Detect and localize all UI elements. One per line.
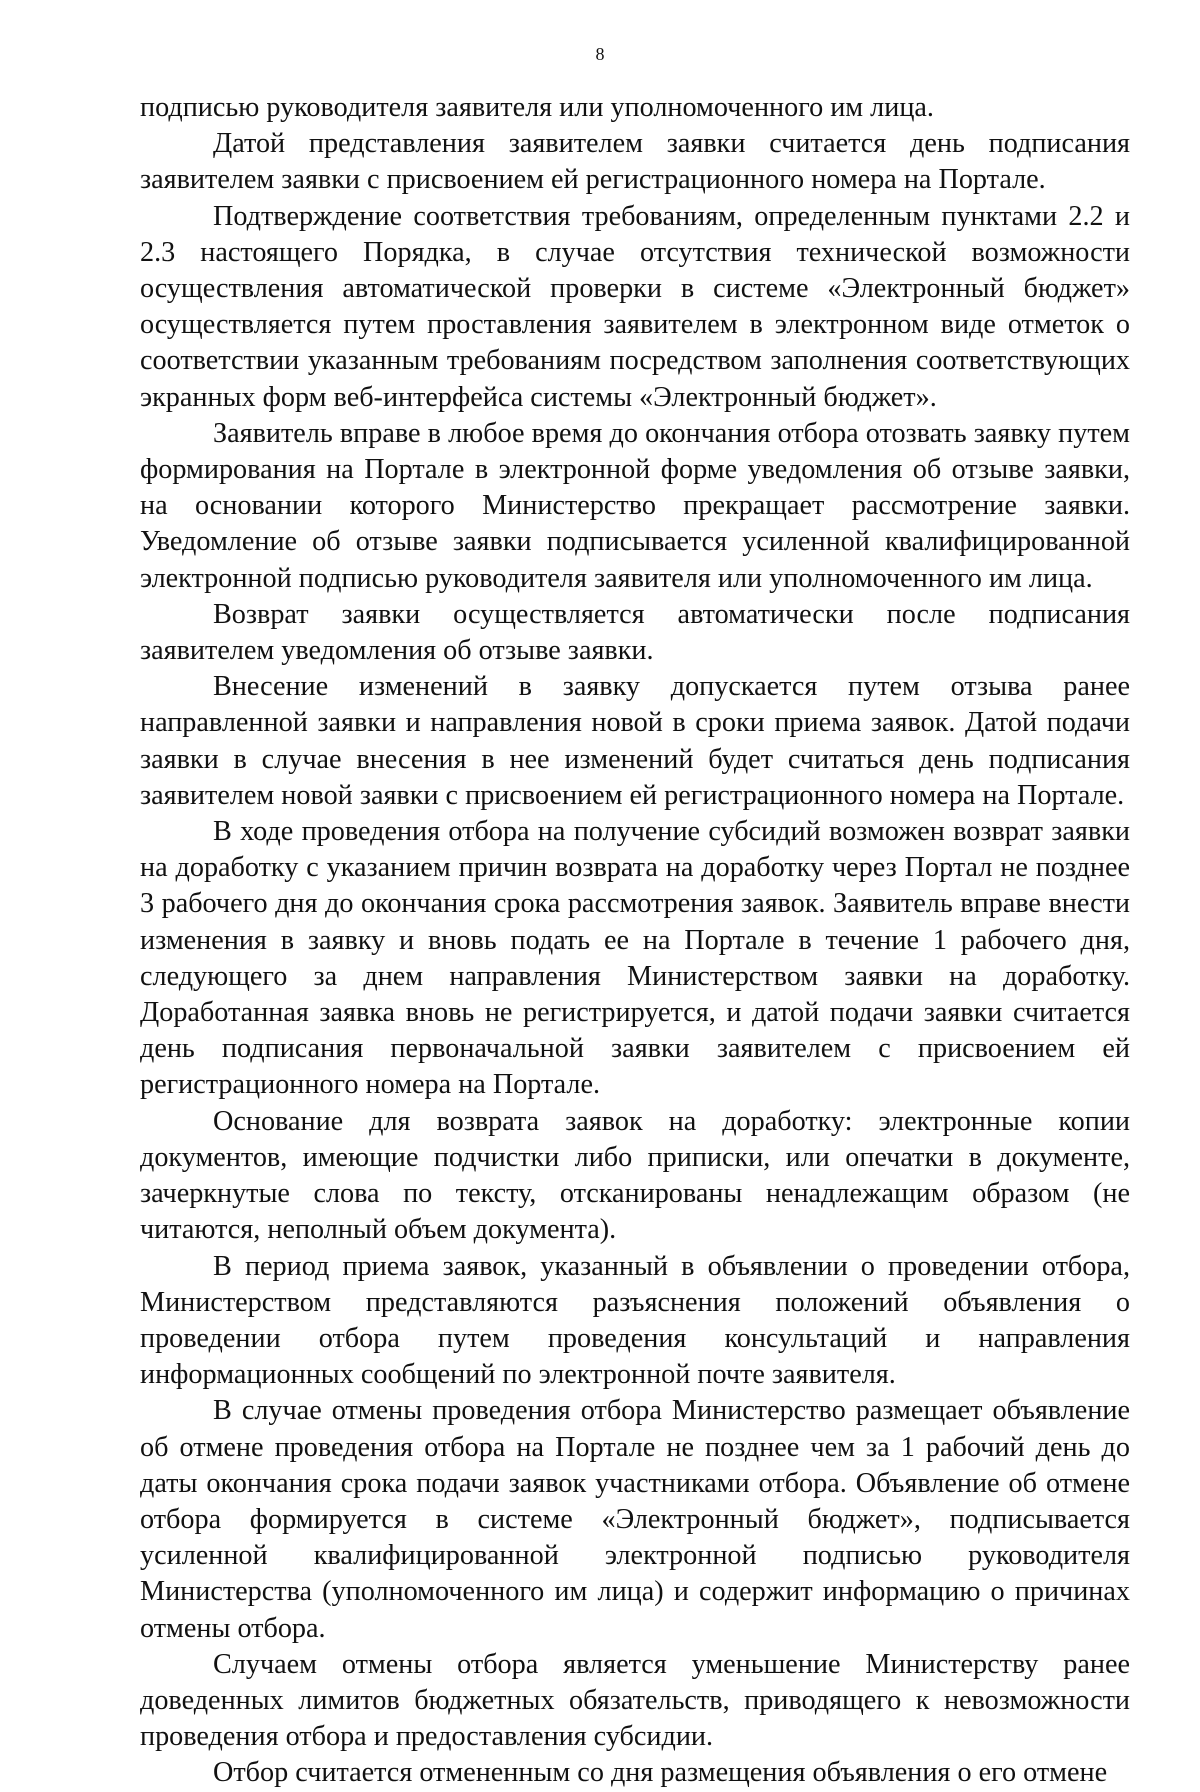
paragraph: Внесение изменений в заявку допускается путем отзыва ранее направленной заявки и направления новой в сроки приема заявок. Датой подачи заявки в случае внесения в нее изменений будет считаться день подписания заявителем новой заявки с присвоением ей регистрационного номера на Портале.: [140, 671, 1130, 811]
paragraph: Подтверждение соответствия требованиям, определенным пунктами 2.2 и 2.3 настоящего Порядка, в случае отсутствия технической возможности осуществления автоматической проверки в системе «Электронный бюджет» осуществляется путем проставления заявителем в электронном виде отметок о соответствии указанным требованиям посредством заполнения соответствующих экранных форм веб-интерфейса системы «Электронный бюджет».: [140, 200, 1130, 413]
paragraph: В период приема заявок, указанный в объявлении о проведении отбора, Министерством представляются разъяснения положений объявления о проведении отбора путем проведения консультаций и направления информационных сообщений по электронной почте заявителя.: [140, 1250, 1130, 1391]
paragraph: В случае отмены проведения отбора Министерство размещает объявление об отмене проведения отбора на Портале не позднее чем за 1 рабочий день до даты окончания срока подачи заявок участниками отбора. Объявление об отмене отбора формируется в системе «Электронный бюджет», подписывается усиленной квалифицированной электронной подписью руководителя Министерства (уполномоченного им лица) и содержит информацию о причинах отмены отбора.: [140, 1395, 1130, 1644]
paragraph: подписью руководителя заявителя или уполномоченного им лица.: [140, 92, 934, 123]
document-body: [140, 90, 1130, 1792]
paragraph: Отбор считается отмененным со дня размещения объявления о его отмене: [213, 1757, 1108, 1789]
paragraph: Датой представления заявителем заявки считается день подписания заявителем заявки с присвоением ей регистрационного номера на Портале.: [140, 128, 1130, 196]
paragraph: Основание для возврата заявок на доработку: электронные копии документов, имеющие подчистки либо приписки, или опечатки в документе, зачеркнутые слова по тексту, отсканированы ненадлежащим образом (не читаются, неполный объем документа).: [140, 1105, 1130, 1246]
paragraph: В ходе проведения отбора на получение субсидий возможен возврат заявки на доработку с указанием причин возврата на доработку через Портал не позднее 3 рабочего дня до окончания срока рассмотрения заявок. Заявитель вправе внести изменения в заявку и вновь подать ее на Портале в течение 1 рабочего дня, следующего за днем направления Министерством заявки на доработку. Доработанная заявка вновь не регистрируется, и датой подачи заявки считается день подписания первоначальной заявки заявителем с присвоением ей регистрационного номера на Портале.: [140, 816, 1130, 1101]
page-number: 8: [595, 44, 605, 64]
paragraph: Заявитель вправе в любое время до окончания отбора отозвать заявку путем формирования на Портале в электронной форме уведомления об отзыве заявки, на основании которого Министерство прекращает рассмотрение заявки. Уведомление об отзыве заявки подписывается усиленной квалифицированной электронной подписью руководителя заявителя или уполномоченного им лица.: [140, 417, 1130, 594]
paragraph: Возврат заявки осуществляется автоматически после подписания заявителем уведомления об отзыве заявки.: [140, 598, 1130, 667]
paragraph: Случаем отмены отбора является уменьшение Министерству ранее доведенных лимитов бюджетных обязательств, приводящего к невозможности проведения отбора и предоставления субсидии.: [140, 1648, 1130, 1753]
